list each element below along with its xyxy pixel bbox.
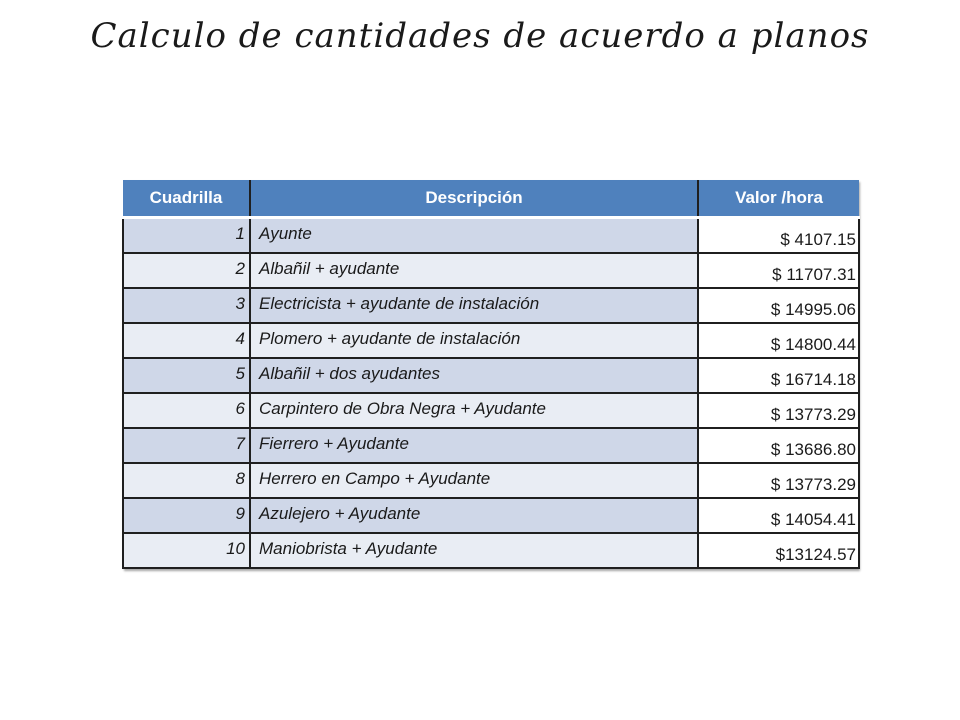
rates-table-container: [122, 180, 858, 569]
table-row: [123, 463, 859, 498]
table-row: [123, 218, 859, 253]
cell-valor: $ 11707.31: [698, 253, 859, 288]
cell-cuadrilla: 10: [123, 533, 250, 568]
table-row: [123, 358, 859, 393]
cell-valor: $ 16714.18: [698, 358, 859, 393]
cell-valor: $ 13773.29: [698, 463, 859, 498]
table-row: [123, 323, 859, 358]
header-valor-hora: Valor /hora: [698, 180, 859, 218]
cell-descripcion: Ayunte: [250, 218, 698, 253]
rates-table: [122, 180, 860, 569]
cell-valor: $ 14054.41: [698, 498, 859, 533]
cell-valor: $13124.57: [698, 533, 859, 568]
table-row: [123, 428, 859, 463]
page-title: Calculo de cantidades de acuerdo a planos: [90, 16, 870, 56]
header-descripcion: Descripción: [250, 180, 698, 218]
cell-descripcion: Fierrero + Ayudante: [250, 428, 698, 463]
cell-cuadrilla: 5: [123, 358, 250, 393]
cell-cuadrilla: 4: [123, 323, 250, 358]
cell-cuadrilla: 2: [123, 253, 250, 288]
cell-descripcion: Carpintero de Obra Negra + Ayudante: [250, 393, 698, 428]
table-row: [123, 498, 859, 533]
cell-cuadrilla: 3: [123, 288, 250, 323]
table-row: [123, 533, 859, 568]
cell-cuadrilla: 1: [123, 218, 250, 253]
cell-descripcion: Herrero en Campo + Ayudante: [250, 463, 698, 498]
cell-descripcion: Electricista + ayudante de instalación: [250, 288, 698, 323]
table-row: [123, 393, 859, 428]
cell-cuadrilla: 7: [123, 428, 250, 463]
cell-descripcion: Maniobrista + Ayudante: [250, 533, 698, 568]
cell-descripcion: Albañil + ayudante: [250, 253, 698, 288]
cell-valor: $ 13773.29: [698, 393, 859, 428]
table-row: [123, 253, 859, 288]
cell-descripcion: Azulejero + Ayudante: [250, 498, 698, 533]
table-row: [123, 288, 859, 323]
header-cuadrilla: Cuadrilla: [123, 180, 250, 218]
cell-valor: $ 14800.44: [698, 323, 859, 358]
cell-descripcion: Plomero + ayudante de instalación: [250, 323, 698, 358]
cell-cuadrilla: 9: [123, 498, 250, 533]
cell-valor: $ 13686.80: [698, 428, 859, 463]
cell-cuadrilla: 6: [123, 393, 250, 428]
cell-descripcion: Albañil + dos ayudantes: [250, 358, 698, 393]
cell-cuadrilla: 8: [123, 463, 250, 498]
table-header-row: [123, 180, 859, 218]
cell-valor: $ 4107.15: [698, 218, 859, 253]
cell-valor: $ 14995.06: [698, 288, 859, 323]
